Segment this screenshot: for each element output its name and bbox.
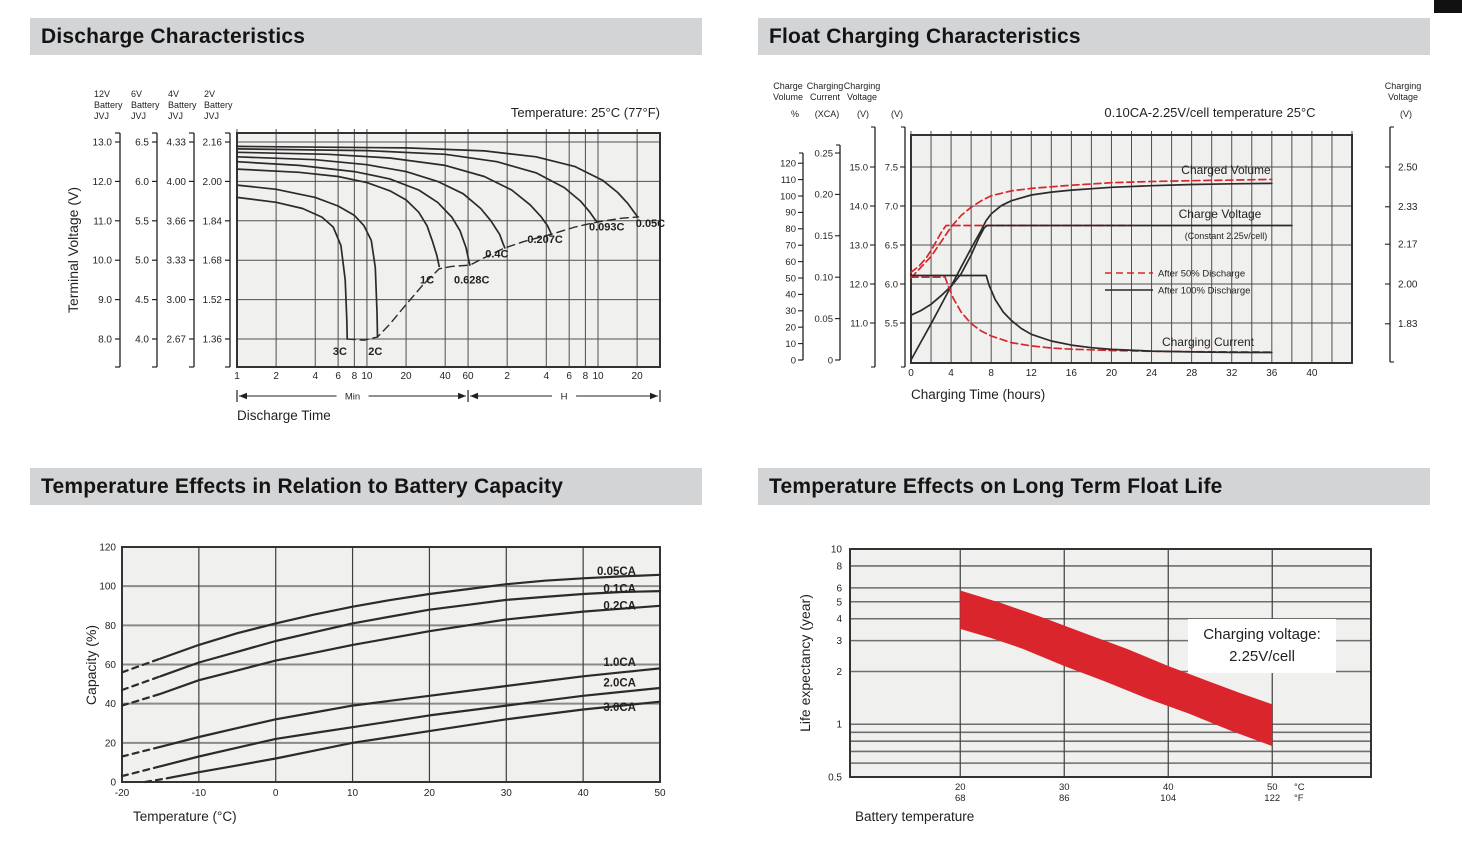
svg-text:60: 60 — [785, 256, 796, 268]
svg-text:1: 1 — [836, 719, 842, 731]
svg-text:6.5: 6.5 — [135, 137, 149, 149]
curve-label: (Constant 2.25v/cell) — [1184, 231, 1268, 241]
svg-text:0: 0 — [908, 368, 914, 379]
svg-text:2.67: 2.67 — [166, 334, 186, 346]
svg-text:Charging: Charging — [1384, 81, 1422, 91]
svg-text:0.15: 0.15 — [814, 231, 833, 243]
capacity-temp-chart — [30, 505, 702, 835]
panel-float-charging — [758, 18, 1430, 435]
svg-text:4: 4 — [543, 371, 550, 382]
curve-label-3.0CA: 3.0CA — [603, 702, 636, 715]
svg-text:Battery: Battery — [94, 100, 123, 110]
svg-text:0.20: 0.20 — [814, 189, 833, 201]
temperature-note: Temperature: 25°C (77°F) — [510, 105, 660, 120]
x-axis-title: Charging Time (hours) — [911, 387, 1046, 402]
svg-text:30: 30 — [500, 788, 512, 799]
discharge-svg — [30, 55, 702, 435]
svg-text:6: 6 — [836, 583, 842, 595]
svg-text:40: 40 — [1162, 782, 1174, 793]
curve-label-2C: 2C — [368, 346, 383, 359]
svg-text:8: 8 — [836, 561, 842, 573]
svg-text:10: 10 — [785, 338, 796, 350]
svg-text:120: 120 — [99, 542, 116, 554]
left-axis-(V) — [844, 81, 881, 367]
svg-text:10: 10 — [347, 788, 359, 799]
svg-text:1.36: 1.36 — [202, 334, 222, 346]
svg-text:40: 40 — [785, 289, 796, 301]
svg-text:40: 40 — [104, 699, 116, 711]
svg-text:6.0: 6.0 — [884, 279, 898, 291]
panel-float-life — [758, 468, 1430, 835]
curve-label-0.2CA: 0.2CA — [603, 600, 636, 613]
svg-text:6: 6 — [566, 371, 572, 382]
svg-text:10: 10 — [592, 371, 604, 382]
annotation-line-2: 2.25V/cell — [1229, 648, 1295, 665]
left-axis-(V) — [885, 109, 905, 367]
y-axis-title: Capacity (%) — [83, 624, 99, 706]
svg-text:H: H — [560, 391, 568, 403]
svg-text:4.00: 4.00 — [166, 176, 186, 188]
svg-text:3.33: 3.33 — [166, 255, 186, 267]
curve-label: Charge Voltage — [1178, 207, 1262, 221]
svg-text:20: 20 — [400, 371, 412, 382]
svg-text:Charging: Charging — [843, 81, 881, 91]
svg-text:12.0: 12.0 — [92, 176, 112, 188]
svg-text:(V): (V) — [891, 109, 903, 119]
panel-capacity-temp — [30, 468, 702, 835]
svg-text:70: 70 — [785, 240, 796, 252]
svg-text:0: 0 — [790, 355, 796, 367]
discharge-chart — [30, 55, 702, 435]
svg-text:6: 6 — [335, 371, 341, 382]
svg-text:%: % — [790, 109, 800, 119]
curve-label-0.05CA: 0.05CA — [597, 565, 636, 578]
svg-text:32: 32 — [1226, 368, 1238, 379]
svg-text:Current: Current — [809, 92, 841, 102]
svg-text:12: 12 — [1025, 368, 1037, 379]
svg-text:6V: 6V — [131, 89, 143, 99]
svg-text:100: 100 — [780, 191, 796, 203]
svg-text:2: 2 — [836, 666, 842, 678]
svg-text:6.0: 6.0 — [135, 176, 149, 188]
voltage-scale-2V — [203, 89, 233, 367]
svg-text:3.00: 3.00 — [166, 295, 186, 307]
x-axis-title: Discharge Time — [237, 408, 331, 423]
curve-label-0.207C: 0.207C — [527, 233, 563, 246]
svg-text:2: 2 — [504, 371, 510, 382]
voltage-scale-4V — [167, 89, 197, 367]
svg-text:90: 90 — [785, 207, 796, 219]
svg-text:After 50% Discharge: After 50% Discharge — [1158, 268, 1246, 280]
float-life-svg — [758, 505, 1430, 835]
svg-text:7.0: 7.0 — [884, 201, 898, 213]
svg-text:20: 20 — [423, 788, 435, 799]
svg-text:3.66: 3.66 — [166, 216, 186, 228]
svg-text:After 100% Discharge: After 100% Discharge — [1158, 285, 1251, 297]
curve-label-0.093C: 0.093C — [588, 221, 625, 234]
svg-text:4.5: 4.5 — [135, 295, 149, 307]
svg-text:1.68: 1.68 — [202, 255, 222, 267]
svg-text:-10: -10 — [191, 788, 207, 799]
svg-text:14.0: 14.0 — [849, 201, 868, 213]
svg-text:4.33: 4.33 — [166, 137, 186, 149]
svg-text:68: 68 — [954, 793, 966, 804]
svg-text:0: 0 — [110, 777, 116, 789]
capacity-temp-svg — [30, 505, 702, 835]
float-charging-title: Float Charging Characteristics — [758, 18, 1430, 55]
time-range-arrows — [237, 390, 660, 402]
svg-text:Voltage: Voltage — [846, 92, 878, 102]
svg-text:28: 28 — [1186, 368, 1198, 379]
curve-label-0.4C: 0.4C — [485, 248, 509, 261]
capacity-temp-title: Temperature Effects in Relation to Battery Capacity — [30, 468, 702, 505]
svg-text:5: 5 — [836, 597, 842, 609]
curve-label-0.05C: 0.05C — [635, 217, 666, 230]
svg-text:0.05: 0.05 — [814, 313, 833, 325]
svg-text:11.0: 11.0 — [93, 216, 112, 228]
svg-text:24: 24 — [1145, 368, 1158, 379]
svg-text:2.00: 2.00 — [1398, 279, 1418, 291]
svg-text:1.52: 1.52 — [202, 295, 222, 307]
conditions-note: 0.10CA-2.25V/cell temperature 25°C — [1104, 105, 1316, 120]
svg-text:10: 10 — [361, 371, 373, 382]
svg-text:20: 20 — [785, 322, 796, 334]
svg-text:122: 122 — [1264, 793, 1281, 804]
float-life-title: Temperature Effects on Long Term Float Life — [758, 468, 1430, 505]
unit-celsius: °C — [1294, 782, 1305, 793]
svg-text:Battery: Battery — [204, 100, 233, 110]
svg-text:2.16: 2.16 — [202, 137, 222, 149]
svg-text:40: 40 — [577, 788, 589, 799]
svg-text:-20: -20 — [114, 788, 130, 799]
svg-text:Charge: Charge — [773, 81, 803, 91]
svg-text:2: 2 — [273, 371, 279, 382]
svg-text:0: 0 — [272, 788, 279, 799]
y-axis-title: Life expectancy (year) — [797, 594, 813, 732]
curve-label: Charged Volume — [1181, 163, 1271, 177]
svg-text:86: 86 — [1058, 793, 1070, 804]
curve-label-1.0CA: 1.0CA — [603, 657, 636, 670]
svg-text:(V): (V) — [1400, 109, 1412, 119]
svg-text:7.5: 7.5 — [884, 162, 898, 174]
svg-text:100: 100 — [99, 581, 116, 593]
curve-label-1C: 1C — [419, 274, 435, 287]
svg-text:30: 30 — [1058, 782, 1070, 793]
svg-text:6.5: 6.5 — [884, 240, 898, 252]
float-charging-svg — [758, 55, 1430, 435]
svg-text:12V: 12V — [94, 89, 111, 99]
svg-text:0: 0 — [827, 355, 833, 367]
svg-text:110: 110 — [780, 174, 796, 186]
svg-text:JVJ: JVJ — [204, 111, 220, 121]
svg-text:Min: Min — [344, 391, 361, 403]
svg-text:5.5: 5.5 — [135, 216, 149, 228]
page-corner-mark — [1434, 0, 1462, 13]
svg-text:50: 50 — [654, 788, 666, 799]
svg-text:JVJ: JVJ — [94, 111, 110, 121]
voltage-scale-12V — [93, 89, 123, 367]
svg-text:(XCA): (XCA) — [814, 109, 840, 119]
svg-text:11.0: 11.0 — [850, 318, 868, 330]
svg-text:5.0: 5.0 — [135, 255, 149, 267]
y-axis-title: Terminal Voltage (V) — [65, 186, 81, 314]
svg-text:4.0: 4.0 — [135, 334, 149, 346]
svg-text:120: 120 — [780, 158, 796, 170]
panel-discharge — [30, 18, 702, 435]
svg-text:(V): (V) — [857, 109, 869, 119]
svg-text:4: 4 — [836, 614, 842, 626]
float-charging-chart — [758, 55, 1430, 435]
svg-text:1.83: 1.83 — [1398, 319, 1418, 331]
svg-text:60: 60 — [104, 660, 116, 671]
svg-text:12.0: 12.0 — [849, 279, 868, 291]
svg-text:8: 8 — [988, 368, 994, 379]
svg-text:2V: 2V — [204, 89, 216, 99]
svg-text:0.25: 0.25 — [814, 148, 833, 160]
x-axis-title: Battery temperature — [855, 809, 975, 824]
curve-label: Charging Current — [1161, 335, 1255, 349]
svg-text:2.33: 2.33 — [1398, 202, 1418, 214]
svg-text:Voltage: Voltage — [1387, 92, 1419, 102]
svg-text:16: 16 — [1065, 368, 1077, 379]
unit-fahrenheit: °F — [1294, 793, 1304, 804]
svg-text:80: 80 — [104, 620, 116, 632]
svg-text:3: 3 — [836, 636, 842, 648]
svg-text:8.0: 8.0 — [98, 334, 112, 346]
svg-text:20: 20 — [631, 371, 643, 382]
svg-text:Battery: Battery — [168, 100, 197, 110]
svg-text:60: 60 — [462, 371, 474, 382]
right-axis-cell-voltage — [1385, 81, 1422, 362]
svg-text:1.84: 1.84 — [202, 216, 222, 228]
left-axis-% — [773, 81, 803, 366]
svg-text:9.0: 9.0 — [98, 295, 112, 307]
annotation-line-1: Charging voltage: — [1203, 626, 1321, 643]
svg-text:13.0: 13.0 — [92, 137, 112, 149]
svg-text:50: 50 — [1266, 782, 1278, 793]
svg-text:20: 20 — [1105, 368, 1118, 379]
curve-label-0.628C: 0.628C — [453, 274, 490, 287]
discharge-title: Discharge Characteristics — [30, 18, 702, 55]
x-axis-title: Temperature (°C) — [133, 809, 237, 824]
svg-text:13.0: 13.0 — [849, 240, 868, 252]
svg-text:15.0: 15.0 — [849, 162, 868, 174]
svg-text:4V: 4V — [168, 89, 180, 99]
svg-text:80: 80 — [785, 224, 796, 236]
float-life-chart — [758, 505, 1430, 835]
svg-text:2.17: 2.17 — [1398, 239, 1418, 251]
svg-text:Battery: Battery — [131, 100, 160, 110]
svg-text:20: 20 — [954, 782, 966, 793]
svg-text:4: 4 — [948, 368, 954, 379]
svg-text:0.10: 0.10 — [814, 272, 833, 284]
voltage-scale-6V — [131, 89, 160, 367]
curve-label-3C: 3C — [332, 346, 347, 359]
svg-text:10.0: 10.0 — [92, 255, 112, 267]
svg-text:36: 36 — [1266, 368, 1278, 379]
curve-label-2.0CA: 2.0CA — [603, 677, 636, 690]
curve-label-0.1CA: 0.1CA — [603, 583, 636, 596]
svg-text:0.5: 0.5 — [828, 772, 842, 784]
svg-text:JVJ: JVJ — [131, 111, 147, 121]
svg-text:2.00: 2.00 — [202, 176, 222, 188]
svg-text:10: 10 — [830, 544, 842, 556]
svg-text:8: 8 — [351, 371, 358, 382]
svg-text:Volume: Volume — [772, 92, 804, 102]
svg-text:20: 20 — [104, 738, 116, 750]
svg-text:JVJ: JVJ — [168, 111, 184, 121]
svg-text:40: 40 — [439, 371, 451, 382]
svg-text:104: 104 — [1160, 793, 1177, 804]
svg-text:40: 40 — [1306, 368, 1318, 379]
svg-text:Charging: Charging — [806, 81, 844, 91]
svg-text:5.5: 5.5 — [884, 318, 898, 330]
svg-text:1: 1 — [234, 371, 240, 382]
svg-text:50: 50 — [785, 273, 796, 285]
svg-text:8: 8 — [582, 371, 589, 382]
svg-text:4: 4 — [312, 371, 319, 382]
svg-text:30: 30 — [785, 306, 796, 318]
left-axis-(XCA) — [807, 81, 844, 366]
svg-text:2.50: 2.50 — [1398, 162, 1418, 174]
